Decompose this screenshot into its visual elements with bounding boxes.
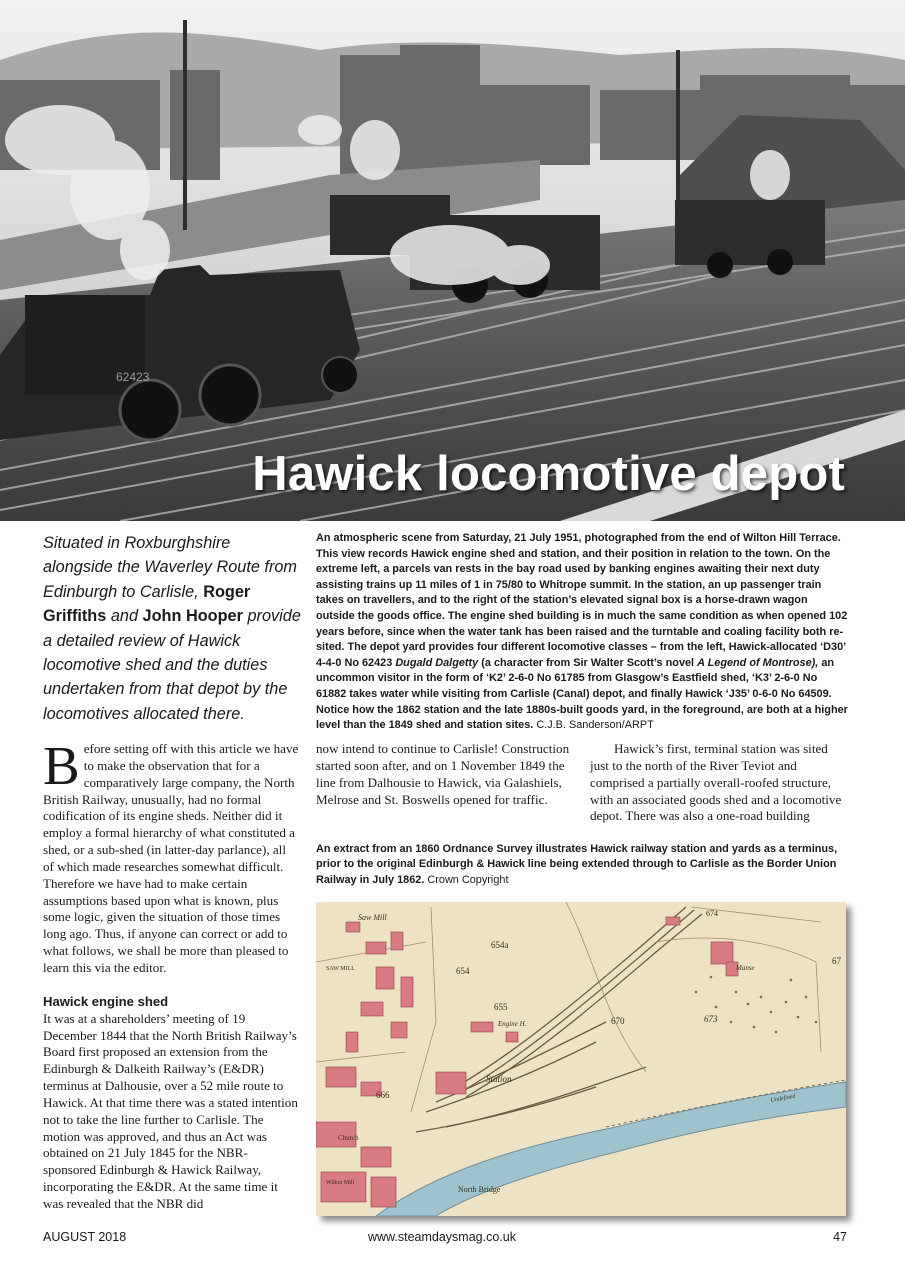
photo-caption-part-c: an uncommon visitor in the form of ‘K2’ 2-6-0 No 61785 from Glasgow’s Eastfield shed, ‘K3’ 2-6-0 No 61882 takes water while visiting from Carlisle (Canal) depot, and finally Hawick ‘J35’ 0-6-0 No 64509. Notice how the 1862 station and the late 1880s-built goods yard, in the foreground, are both at a higher level than the 1849 shed and station sites. <box>316 656 848 732</box>
label-67: 67 <box>832 956 841 966</box>
label-673: 673 <box>704 1014 718 1024</box>
ordnance-survey-map <box>316 902 846 1216</box>
label-674: 674 <box>706 909 718 918</box>
photo-scene <box>0 0 905 521</box>
label-church: Church <box>338 1134 359 1142</box>
map-caption-text: An extract from an 1860 Ordnance Survey illustrates Hawick railway station and yards as a terminus, prior to the original Edinburgh & Hawick line being extended through to Carlisle as the Border Union Railway in July 1862. <box>316 843 838 886</box>
paragraph-2: It was at a shareholders’ meeting of 19 December 1844 that the North British Railway’s Board first proposed an extension from the Edinburgh & Dalkeith Railway’s (E&DR) terminus at Dalhousie, over a 52 mile route to Hawick. At that time there was a stated intention not to take the line further to Carlisle. The motion was approved, and thus an Act was obtained on 21 July 1845 for the NBR-sponsored Edinburgh & Hawick Railway, incorporating the E&DR. At the same time it was revealed that the NBR did <box>43 1010 298 1211</box>
paragraph-3: now intend to continue to Carlisle! Construction started soon after, and on 1 November 1849 the line from Dalhousie to Hawick, via Galashiels, Melrose and St. Boswells opened for traffic. <box>316 741 570 807</box>
novel-title: A Legend of Montrose), <box>697 656 819 669</box>
standfirst-join: and <box>110 607 139 626</box>
photo-credit: C.J.B. Sanderson/ARPT <box>536 719 654 732</box>
body-column-1 <box>43 735 299 1213</box>
label-sawmill-upper: SAW MILL <box>326 966 355 972</box>
label-station: Station <box>486 1074 512 1084</box>
photo-caption-part-a: An atmospheric scene from Saturday, 21 July 1951, photographed from the end of Wilton Hill Terrace. This view records Hawick engine shed and station, and their position in relation to the town. On the extreme left, a parcels van rests in the bay road used by banking engines awaiting their next duty assisting trains up 11 miles of 1 in 75/80 to Whitrope summit. In the station, an up passenger train takes on travellers, and to the right of the station’s elevated signal box is a horse-drawn wagon outside the goods office. The engine shed building is in much the same condition as when opened 102 years before, since when the water tank has been raised and the turntable and coaling facility both re-sited. The depot yard provides four different locomotive classes – from the left, Hawick-allocated ‘D30’ 4-4-0 No 62423 <box>316 532 848 669</box>
map-credit: Crown Copyright <box>427 873 509 886</box>
footer-date: AUGUST 2018 <box>43 1230 127 1244</box>
loco-name-dugald: Dugald Dalgetty <box>395 656 479 669</box>
body-column-3 <box>590 741 848 825</box>
label-655: 655 <box>494 1002 508 1012</box>
author-john-hooper: John Hooper <box>142 607 243 626</box>
page-number: 47 <box>833 1230 847 1244</box>
label-manse: Manse <box>736 964 755 972</box>
body-column-2 <box>316 741 571 808</box>
hero-photograph <box>0 0 905 521</box>
map-caption <box>316 842 848 888</box>
label-engine-house: Engine H. <box>498 1020 527 1028</box>
map-drawing <box>316 902 846 1216</box>
label-wilton-mill: Wilton Mill <box>326 1180 355 1186</box>
label-654a: 654a <box>491 940 509 950</box>
subhead-hawick-engine-shed: Hawick engine shed <box>43 993 169 1009</box>
intro-paragraph <box>43 735 299 977</box>
label-666: 666 <box>376 1090 390 1100</box>
label-undefined: Undefined <box>770 1093 796 1104</box>
label-saw-mill: Saw Mill <box>358 913 387 922</box>
author-roger-griffiths: Roger Griffiths <box>43 582 251 626</box>
drop-cap: B <box>43 735 80 796</box>
paragraph-4: Hawick’s first, terminal station was sited just to the north of the River Teviot and comprised a partially overall-roofed structure, with an associated goods shed and a locomotive depot. There was also a one-road building <box>590 741 842 824</box>
footer-website[interactable]: www.steamdaysmag.co.uk <box>368 1230 516 1244</box>
label-670: 670 <box>611 1016 625 1026</box>
intro-text: efore setting off with this article we have to make the observation that for a comparatively large company, the North British Railway, unusually, had no formal codification of its engine sheds. Neither did it employ a formal hierarchy of what constituted a shed, or a sub-shed (in latter-day parlance), all of which made researches somewhat difficult. Therefore we have had to make certain assumptions based upon what is known, plus some logic, given the situation of those times long ago. Thus, if anyone can correct or add to what follows, we shall be more than pleased to learn this via the editor. <box>43 741 299 975</box>
label-north-bridge: North Bridge <box>458 1185 501 1194</box>
standfirst <box>43 531 301 726</box>
standfirst-rest: provide a detailed review of Hawick locomotive shed and the duties undertaken from that depot by the locomotives allocated there. <box>43 607 301 723</box>
photo-caption <box>316 531 848 734</box>
photo-caption-part-b: (a character from Sir Walter Scott’s novel <box>481 656 695 669</box>
standfirst-lead: Situated in Roxburghshire alongside the Waverley Route from Edinburgh to Carlisle, <box>43 534 297 601</box>
article-headline: Hawick locomotive depot <box>252 447 845 501</box>
loco-number: 62423 <box>116 370 150 384</box>
label-654: 654 <box>456 966 470 976</box>
